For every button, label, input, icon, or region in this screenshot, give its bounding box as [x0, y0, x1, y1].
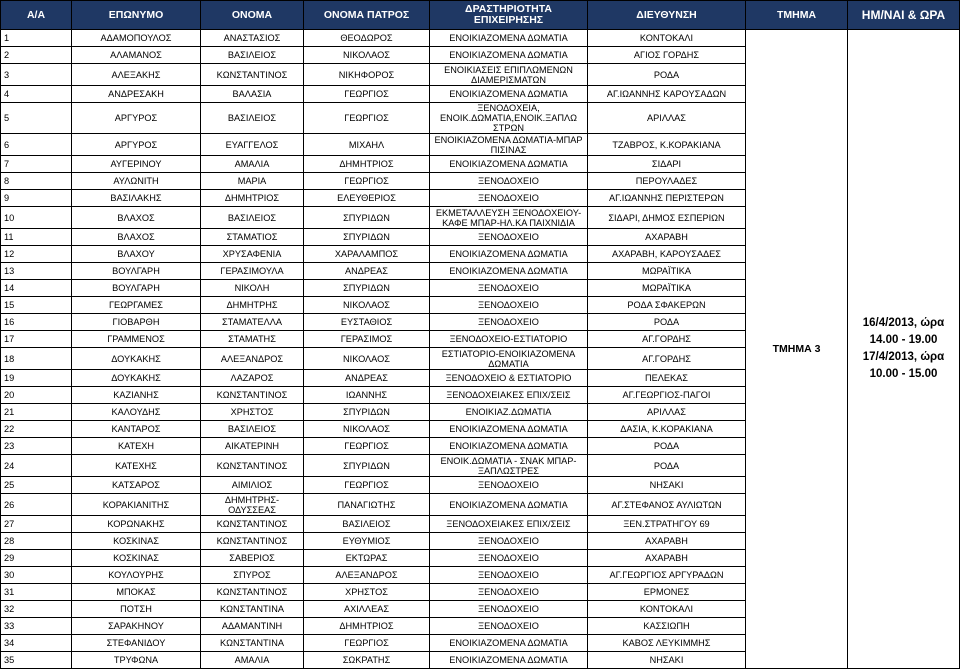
cell-father-name: ΓΕΩΡΓΙΟΣ — [304, 173, 430, 190]
cell-row-number: 1 — [1, 30, 72, 47]
cell-surname: ΒΛΑΧΟΥ — [72, 246, 201, 263]
cell-first-name: ΧΡΗΣΤΟΣ — [201, 404, 304, 421]
schedule-cell: 16/4/2013, ώρα 14.00 - 19.00 17/4/2013, ώρα 10.00 - 15.00 — [848, 30, 960, 669]
cell-surname: ΚΟΡΑΚΙΑΝΙΤΗΣ — [72, 494, 201, 516]
cell-surname: ΚΑΛΟΥΔΗΣ — [72, 404, 201, 421]
cell-surname: ΑΡΓΥΡΟΣ — [72, 103, 201, 134]
cell-father-name: ΝΙΚΟΛΑΟΣ — [304, 421, 430, 438]
cell-activity: ΕΝΟΙΚΙΑΖΟΜΕΝΑ ΔΩΜΑΤΙΑ — [430, 246, 588, 263]
cell-address: ΚΑΣΣΙΩΠΗ — [588, 618, 746, 635]
cell-surname: ΔΟΥΚΑΚΗΣ — [72, 348, 201, 370]
cell-surname: ΚΑΤΕΧΗ — [72, 438, 201, 455]
cell-first-name: ΚΩΝΣΤΑΝΤΙΝΑ — [201, 635, 304, 652]
header-address: ΔΙΕΥΘΥΝΣΗ — [588, 1, 746, 30]
cell-surname: ΑΥΛΩΝΙΤΗ — [72, 173, 201, 190]
cell-surname: ΣΑΡΑΚΗΝΟΥ — [72, 618, 201, 635]
cell-address: ΑΓ.ΙΩΑΝΝΗΣ ΚΑΡΟΥΣΑΔΩΝ — [588, 86, 746, 103]
cell-surname: ΑΔΑΜΟΠΟΥΛΟΣ — [72, 30, 201, 47]
cell-row-number: 27 — [1, 516, 72, 533]
cell-surname: ΒΑΣΙΛΑΚΗΣ — [72, 190, 201, 207]
cell-row-number: 20 — [1, 387, 72, 404]
cell-address: ΑΧΑΡΑΒΗ — [588, 229, 746, 246]
cell-first-name: ΚΩΝΣΤΑΝΤΙΝΟΣ — [201, 455, 304, 477]
cell-first-name: ΚΩΝΣΤΑΝΤΙΝΟΣ — [201, 533, 304, 550]
cell-address: ΡΟΔΑ — [588, 438, 746, 455]
cell-activity: ΞΕΝΟΔΟΧΕΙΟ-ΕΣΤΙΑΤΟΡΙΟ — [430, 331, 588, 348]
cell-first-name: ΒΑΣΙΛΕΙΟΣ — [201, 421, 304, 438]
cell-first-name: ΑΜΑΛΙΑ — [201, 156, 304, 173]
cell-address: ΑΓ.ΙΩΑΝΝΗΣ ΠΕΡΙΣΤΕΡΩΝ — [588, 190, 746, 207]
cell-activity: ΕΝΟΙΚΙΑΣΕΙΣ ΕΠΙΠΛΩΜΕΝΩΝ ΔΙΑΜΕΡΙΣΜΑΤΩΝ — [430, 64, 588, 86]
cell-address: ΜΩΡΑΪΤΙΚΑ — [588, 263, 746, 280]
cell-activity: ΕΣΤΙΑΤΟΡΙΟ-ΕΝΟΙΚΙΑΖΟΜΕΝΑ ΔΩΜΑΤΙΑ — [430, 348, 588, 370]
cell-father-name: ΜΙΧΑΗΛ — [304, 134, 430, 156]
cell-first-name: ΣΑΒΕΡΙΟΣ — [201, 550, 304, 567]
header-aa: Α/Α — [1, 1, 72, 30]
cell-father-name: ΝΙΚΟΛΑΟΣ — [304, 297, 430, 314]
cell-surname: ΜΠΟΚΑΣ — [72, 584, 201, 601]
cell-father-name: ΠΑΝΑΓΙΩΤΗΣ — [304, 494, 430, 516]
cell-first-name: ΒΑΣΙΛΕΙΟΣ — [201, 207, 304, 229]
cell-address: ΑΓ.ΓΕΩΡΓΙΟΣ ΑΡΓΥΡΑΔΩΝ — [588, 567, 746, 584]
cell-father-name: ΓΕΡΑΣΙΜΟΣ — [304, 331, 430, 348]
cell-row-number: 26 — [1, 494, 72, 516]
cell-father-name: ΝΙΚΗΦΟΡΟΣ — [304, 64, 430, 86]
cell-father-name: ΣΠΥΡΙΔΩΝ — [304, 229, 430, 246]
cell-row-number: 7 — [1, 156, 72, 173]
cell-activity: ΕΝΟΙΚΙΑΖΟΜΕΝΑ ΔΩΜΑΤΙΑ — [430, 652, 588, 669]
cell-activity: ΞΕΝΟΔΟΧΕΙΟ — [430, 618, 588, 635]
cell-activity: ΕΝΟΙΚΙΑΖΟΜΕΝΑ ΔΩΜΑΤΙΑ — [430, 635, 588, 652]
header-date-time: ΗΜ/ΝΑΙ & ΩΡΑ — [848, 1, 960, 30]
cell-row-number: 6 — [1, 134, 72, 156]
cell-row-number: 31 — [1, 584, 72, 601]
cell-row-number: 2 — [1, 47, 72, 64]
cell-first-name: ΔΗΜΗΤΡΗΣ — [201, 297, 304, 314]
cell-row-number: 34 — [1, 635, 72, 652]
cell-first-name: ΔΗΜΗΤΡΗΣ-ΟΔΥΣΣΕΑΣ — [201, 494, 304, 516]
cell-address: ΑΡΙΛΛΑΣ — [588, 404, 746, 421]
cell-row-number: 11 — [1, 229, 72, 246]
cell-surname: ΓΡΑΜΜΕΝΟΣ — [72, 331, 201, 348]
cell-first-name: ΑΜΑΛΙΑ — [201, 652, 304, 669]
cell-surname: ΑΛΑΜΑΝΟΣ — [72, 47, 201, 64]
header-row — [1, 1, 960, 30]
cell-activity: ΕΝΟΙΚΙΑΖΟΜΕΝΑ ΔΩΜΑΤΙΑ-ΜΠΑΡ ΠΙΣΙΝΑΣ — [430, 134, 588, 156]
cell-row-number: 16 — [1, 314, 72, 331]
cell-address: ΝΗΣΑΚΙ — [588, 652, 746, 669]
cell-row-number: 30 — [1, 567, 72, 584]
header-name: ΟΝΟΜΑ — [201, 1, 304, 30]
cell-first-name: ΚΩΝΣΤΑΝΤΙΝΟΣ — [201, 387, 304, 404]
cell-father-name: ΓΕΩΡΓΙΟΣ — [304, 438, 430, 455]
cell-activity: ΞΕΝΟΔΟΧΕΙΟ — [430, 550, 588, 567]
cell-activity: ΕΝΟΙΚΙΑΖΟΜΕΝΑ ΔΩΜΑΤΙΑ — [430, 156, 588, 173]
cell-surname: ΑΡΓΥΡΟΣ — [72, 134, 201, 156]
cell-row-number: 29 — [1, 550, 72, 567]
cell-first-name: ΒΑΣΙΛΕΙΟΣ — [201, 47, 304, 64]
cell-row-number: 35 — [1, 652, 72, 669]
cell-activity: ΞΕΝΟΔΟΧΕΙΟ — [430, 567, 588, 584]
cell-address: ΡΟΔΑ — [588, 314, 746, 331]
cell-father-name: ΙΩΑΝΝΗΣ — [304, 387, 430, 404]
cell-activity: ΞΕΝΟΔΟΧΕΙΟ — [430, 533, 588, 550]
cell-first-name: ΣΤΑΜΑΤΙΟΣ — [201, 229, 304, 246]
cell-first-name: ΑΙΚΑΤΕΡΙΝΗ — [201, 438, 304, 455]
cell-row-number: 18 — [1, 348, 72, 370]
cell-address: ΡΟΔΑ — [588, 64, 746, 86]
cell-address: ΑΡΙΛΛΑΣ — [588, 103, 746, 134]
cell-activity: ΕΝΟΙΚΙΑΖ.ΔΩΜΑΤΙΑ — [430, 404, 588, 421]
cell-father-name: ΑΝΔΡΕΑΣ — [304, 370, 430, 387]
cell-first-name: ΒΑΣΙΛΕΙΟΣ — [201, 103, 304, 134]
cell-surname: ΚΑΖΙΑΝΗΣ — [72, 387, 201, 404]
cell-address: ΕΡΜΟΝΕΣ — [588, 584, 746, 601]
cell-surname: ΒΛΑΧΟΣ — [72, 207, 201, 229]
cell-surname: ΑΛΕΞΑΚΗΣ — [72, 64, 201, 86]
cell-row-number: 10 — [1, 207, 72, 229]
cell-first-name: ΣΤΑΜΑΤΗΣ — [201, 331, 304, 348]
cell-first-name: ΑΛΕΞΑΝΔΡΟΣ — [201, 348, 304, 370]
cell-father-name: ΕΛΕΥΘΕΡΙΟΣ — [304, 190, 430, 207]
cell-surname: ΚΑΝΤΑΡΟΣ — [72, 421, 201, 438]
cell-father-name: ΓΕΩΡΓΙΟΣ — [304, 86, 430, 103]
cell-activity: ΕΝΟΙΚ.ΔΩΜΑΤΙΑ - ΣΝΑΚ ΜΠΑΡ-ΞΑΠΛΩΣΤΡΕΣ — [430, 455, 588, 477]
cell-activity: ΞΕΝΟΔΟΧΕΙΟ — [430, 229, 588, 246]
cell-address: ΑΓ.ΓΟΡΔΗΣ — [588, 331, 746, 348]
cell-activity: ΞΕΝΟΔΟΧΕΙΟ — [430, 314, 588, 331]
cell-surname: ΒΟΥΛΓΑΡΗ — [72, 280, 201, 297]
cell-activity: ΕΚΜΕΤΑΛΛΕΥΣΗ ΞΕΝΟΔΟΧΕΙΟΥ-ΚΑΦΕ ΜΠΑΡ-ΗΛ.ΚΑ ΠΑΙΧΝΙΔΙΑ — [430, 207, 588, 229]
cell-address: ΑΓ.ΣΤΕΦΑΝΟΣ ΑΥΛΙΩΤΩΝ — [588, 494, 746, 516]
cell-first-name: ΛΑΖΑΡΟΣ — [201, 370, 304, 387]
header-activity: ΔΡΑΣΤΗΡΙΟΤΗΤΑ ΕΠΙΧΕΙΡΗΣΗΣ — [430, 1, 588, 30]
cell-father-name: ΧΡΗΣΤΟΣ — [304, 584, 430, 601]
table-row — [1, 30, 960, 47]
cell-activity: ΞΕΝΟΔΟΧΕΙΟ — [430, 173, 588, 190]
cell-row-number: 21 — [1, 404, 72, 421]
table-body — [1, 30, 960, 669]
cell-row-number: 17 — [1, 331, 72, 348]
cell-father-name: ΔΗΜΗΤΡΙΟΣ — [304, 156, 430, 173]
cell-father-name: ΝΙΚΟΛΑΟΣ — [304, 348, 430, 370]
cell-row-number: 15 — [1, 297, 72, 314]
cell-row-number: 22 — [1, 421, 72, 438]
cell-surname: ΤΡΥΦΩΝΑ — [72, 652, 201, 669]
cell-activity: ΞΕΝΟΔΟΧΕΙΑΚΕΣ ΕΠΙΧ/ΣΕΙΣ — [430, 387, 588, 404]
cell-father-name: ΣΠΥΡΙΔΩΝ — [304, 404, 430, 421]
cell-row-number: 3 — [1, 64, 72, 86]
cell-surname: ΚΑΤΕΧΗΣ — [72, 455, 201, 477]
cell-row-number: 8 — [1, 173, 72, 190]
cell-activity: ΕΝΟΙΚΙΑΖΟΜΕΝΑ ΔΩΜΑΤΙΑ — [430, 30, 588, 47]
cell-first-name: ΚΩΝΣΤΑΝΤΙΝΟΣ — [201, 516, 304, 533]
cell-address: ΑΓΙΟΣ ΓΟΡΔΗΣ — [588, 47, 746, 64]
cell-row-number: 4 — [1, 86, 72, 103]
cell-address: ΑΓ.ΓΕΩΡΓΙΟΣ-ΠΑΓΟΙ — [588, 387, 746, 404]
cell-address: ΞΕΝ.ΣΤΡΑΤΗΓΟΥ 69 — [588, 516, 746, 533]
cell-surname: ΔΟΥΚΑΚΗΣ — [72, 370, 201, 387]
cell-surname: ΣΤΕΦΑΝΙΔΟΥ — [72, 635, 201, 652]
cell-row-number: 14 — [1, 280, 72, 297]
cell-address: ΣΙΔΑΡΙ, ΔΗΜΟΣ ΕΣΠΕΡΙΩΝ — [588, 207, 746, 229]
cell-address: ΡΟΔΑ ΣΦΑΚΕΡΩΝ — [588, 297, 746, 314]
cell-address: ΡΟΔΑ — [588, 455, 746, 477]
cell-first-name: ΔΗΜΗΤΡΙΟΣ — [201, 190, 304, 207]
cell-activity: ΞΕΝΟΔΟΧΕΙΟ — [430, 601, 588, 618]
cell-surname: ΑΝΔΡΕΣΑΚΗ — [72, 86, 201, 103]
cell-father-name: ΑΝΔΡΕΑΣ — [304, 263, 430, 280]
cell-surname: ΚΟΥΛΟΥΡΗΣ — [72, 567, 201, 584]
cell-father-name: ΧΑΡΑΛΑΜΠΟΣ — [304, 246, 430, 263]
header-father-name: ΟΝΟΜΑ ΠΑΤΡΟΣ — [304, 1, 430, 30]
cell-address: ΤΖΑΒΡΟΣ, Κ.ΚΟΡΑΚΙΑΝΑ — [588, 134, 746, 156]
cell-activity: ΞΕΝΟΔΟΧΕΙΟ — [430, 584, 588, 601]
cell-address: ΚΑΒΟΣ ΛΕΥΚΙΜΜΗΣ — [588, 635, 746, 652]
cell-first-name: ΒΑΛΑΣΙΑ — [201, 86, 304, 103]
cell-activity: ΕΝΟΙΚΙΑΖΟΜΕΝΑ ΔΩΜΑΤΙΑ — [430, 263, 588, 280]
cell-row-number: 32 — [1, 601, 72, 618]
cell-activity: ΕΝΟΙΚΙΑΖΟΜΕΝΑ ΔΩΜΑΤΙΑ — [430, 421, 588, 438]
cell-father-name: ΣΠΥΡΙΔΩΝ — [304, 280, 430, 297]
cell-activity: ΞΕΝΟΔΟΧΕΙΟ — [430, 477, 588, 494]
cell-address: ΑΧΑΡΑΒΗ — [588, 533, 746, 550]
cell-father-name: ΣΠΥΡΙΔΩΝ — [304, 455, 430, 477]
cell-row-number: 13 — [1, 263, 72, 280]
cell-father-name: ΘΕΟΔΩΡΟΣ — [304, 30, 430, 47]
cell-first-name: ΑΔΑΜΑΝΤΙΝΗ — [201, 618, 304, 635]
cell-row-number: 23 — [1, 438, 72, 455]
cell-row-number: 25 — [1, 477, 72, 494]
cell-surname: ΚΟΡΩΝΑΚΗΣ — [72, 516, 201, 533]
cell-first-name: ΚΩΝΣΤΑΝΤΙΝΑ — [201, 601, 304, 618]
cell-row-number: 5 — [1, 103, 72, 134]
cell-activity: ΞΕΝΟΔΟΧΕΙΟ — [430, 297, 588, 314]
cell-first-name: ΑΙΜΙΛΙΟΣ — [201, 477, 304, 494]
cell-surname: ΑΥΓΕΡΙΝΟΥ — [72, 156, 201, 173]
cell-first-name: ΚΩΝΣΤΑΝΤΙΝΟΣ — [201, 584, 304, 601]
cell-first-name: ΑΝΑΣΤΑΣΙΟΣ — [201, 30, 304, 47]
cell-address: ΑΓ.ΓΟΡΔΗΣ — [588, 348, 746, 370]
header-surname: ΕΠΩΝΥΜΟ — [72, 1, 201, 30]
cell-father-name: ΣΠΥΡΙΔΩΝ — [304, 207, 430, 229]
cell-activity: ΞΕΝΟΔΟΧΕΙΑΚΕΣ ΕΠΙΧ/ΣΕΙΣ — [430, 516, 588, 533]
cell-first-name: ΣΠΥΡΟΣ — [201, 567, 304, 584]
cell-surname: ΓΙΟΒΑΡΘΗ — [72, 314, 201, 331]
cell-address: ΣΙΔΑΡΙ — [588, 156, 746, 173]
cell-first-name: ΕΥΑΓΓΕΛΟΣ — [201, 134, 304, 156]
cell-surname: ΚΑΤΣΑΡΟΣ — [72, 477, 201, 494]
cell-father-name: ΕΥΣΤΑΘΙΟΣ — [304, 314, 430, 331]
cell-activity: ΕΝΟΙΚΙΑΖΟΜΕΝΑ ΔΩΜΑΤΙΑ — [430, 494, 588, 516]
header-section: ΤΜΗΜΑ — [746, 1, 848, 30]
cell-first-name: ΣΤΑΜΑΤΕΛΛΑ — [201, 314, 304, 331]
cell-surname: ΚΟΣΚΙΝΑΣ — [72, 533, 201, 550]
cell-row-number: 12 — [1, 246, 72, 263]
cell-first-name: ΚΩΝΣΤΑΝΤΙΝΟΣ — [201, 64, 304, 86]
cell-address: ΠΕΡΟΥΛΑΔΕΣ — [588, 173, 746, 190]
cell-address: ΔΑΣΙΑ, Κ.ΚΟΡΑΚΙΑΝΑ — [588, 421, 746, 438]
cell-activity: ΞΕΝΟΔΟΧΕΙΑ, ΕΝΟΙΚ.ΔΩΜΑΤΙΑ,ΕΝΟΙΚ.ΞΑΠΛΩ ΣΤΡΩΝ — [430, 103, 588, 134]
cell-address: ΑΧΑΡΑΒΗ, ΚΑΡΟΥΣΑΔΕΣ — [588, 246, 746, 263]
cell-row-number: 28 — [1, 533, 72, 550]
cell-address: ΜΩΡΑΪΤΙΚΑ — [588, 280, 746, 297]
cell-row-number: 33 — [1, 618, 72, 635]
cell-activity: ΕΝΟΙΚΙΑΖΟΜΕΝΑ ΔΩΜΑΤΙΑ — [430, 438, 588, 455]
cell-row-number: 9 — [1, 190, 72, 207]
cell-activity: ΕΝΟΙΚΙΑΖΟΜΕΝΑ ΔΩΜΑΤΙΑ — [430, 86, 588, 103]
cell-father-name: ΔΗΜΗΤΡΙΟΣ — [304, 618, 430, 635]
cell-first-name: ΓΕΡΑΣΙΜΟΥΛΑ — [201, 263, 304, 280]
cell-surname: ΒΛΑΧΟΣ — [72, 229, 201, 246]
cell-surname: ΚΟΣΚΙΝΑΣ — [72, 550, 201, 567]
cell-activity: ΞΕΝΟΔΟΧΕΙΟ & ΕΣΤΙΑΤΟΡΙΟ — [430, 370, 588, 387]
cell-first-name: ΜΑΡΙΑ — [201, 173, 304, 190]
cell-address: ΑΧΑΡΑΒΗ — [588, 550, 746, 567]
cell-father-name: ΑΧΙΛΛΕΑΣ — [304, 601, 430, 618]
cell-address: ΠΕΛΕΚΑΣ — [588, 370, 746, 387]
cell-father-name: ΕΥΘΥΜΙΟΣ — [304, 533, 430, 550]
cell-first-name: ΝΙΚΟΛΗ — [201, 280, 304, 297]
cell-first-name: ΧΡΥΣΑΦΕΝΙΑ — [201, 246, 304, 263]
cell-father-name: ΓΕΩΡΓΙΟΣ — [304, 477, 430, 494]
cell-row-number: 19 — [1, 370, 72, 387]
cell-surname: ΓΕΩΡΓΑΜΕΣ — [72, 297, 201, 314]
cell-activity: ΞΕΝΟΔΟΧΕΙΟ — [430, 280, 588, 297]
cell-father-name: ΣΩΚΡΑΤΗΣ — [304, 652, 430, 669]
cell-activity: ΞΕΝΟΔΟΧΕΙΟ — [430, 190, 588, 207]
cell-address: ΝΗΣΑΚΙ — [588, 477, 746, 494]
section-cell: ΤΜΗΜΑ 3 — [746, 30, 848, 669]
cell-address: ΚΟΝΤΟΚΑΛΙ — [588, 601, 746, 618]
cell-father-name: ΓΕΩΡΓΙΟΣ — [304, 103, 430, 134]
cell-activity: ΕΝΟΙΚΙΑΖΟΜΕΝΑ ΔΩΜΑΤΙΑ — [430, 47, 588, 64]
cell-surname: ΒΟΥΛΓΑΡΗ — [72, 263, 201, 280]
cell-row-number: 24 — [1, 455, 72, 477]
cell-father-name: ΓΕΩΡΓΙΟΣ — [304, 635, 430, 652]
cell-address: ΚΟΝΤΟΚΑΛΙ — [588, 30, 746, 47]
cell-father-name: ΑΛΕΞΑΝΔΡΟΣ — [304, 567, 430, 584]
cell-father-name: ΕΚΤΩΡΑΣ — [304, 550, 430, 567]
cell-father-name: ΝΙΚΟΛΑΟΣ — [304, 47, 430, 64]
cell-surname: ΠΟΤΣΗ — [72, 601, 201, 618]
cell-father-name: ΒΑΣΙΛΕΙΟΣ — [304, 516, 430, 533]
